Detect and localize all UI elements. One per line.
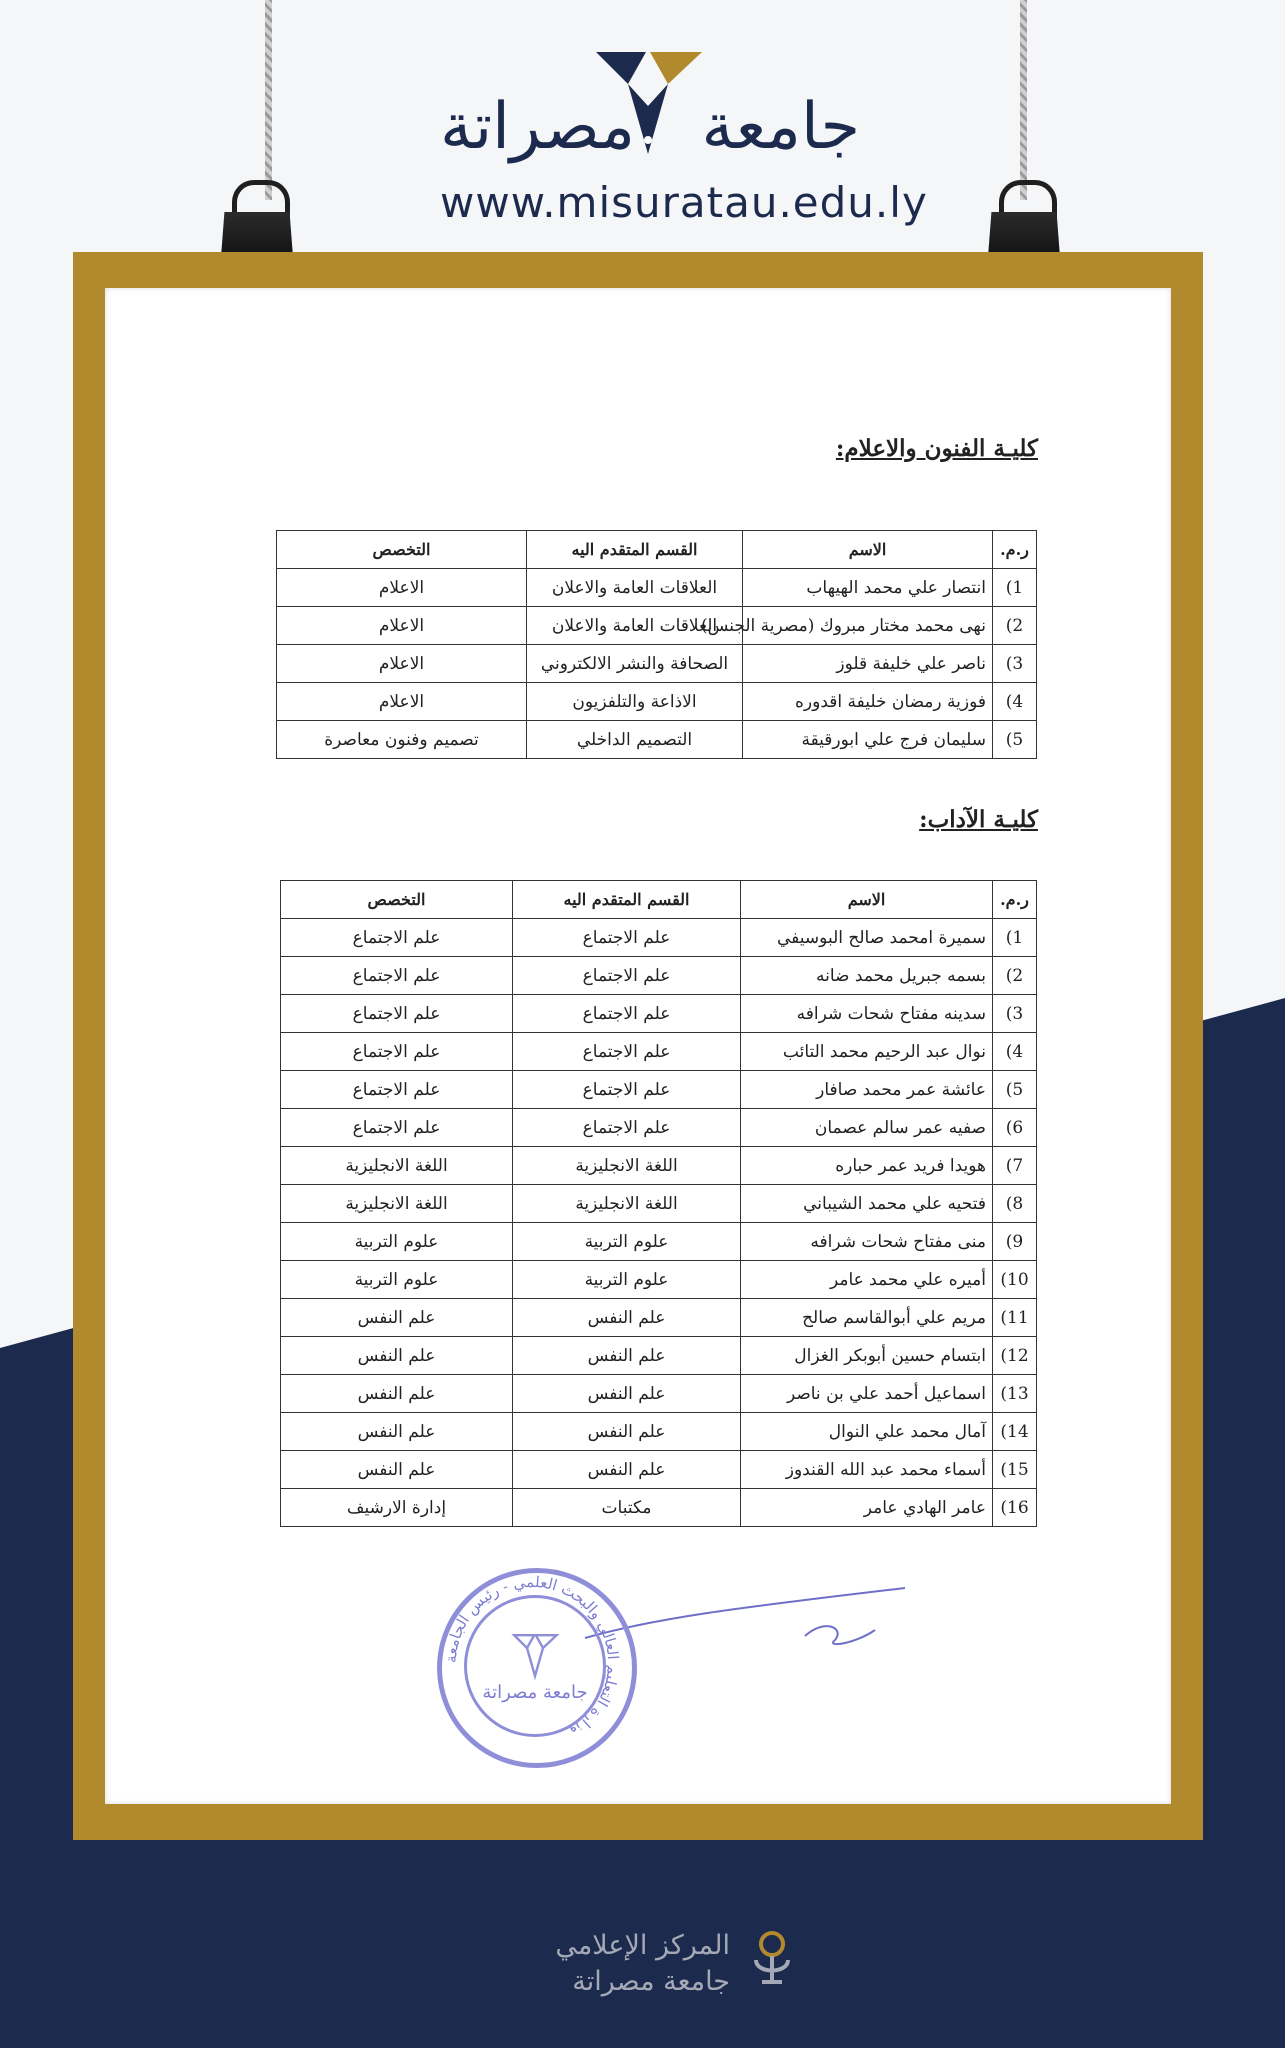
applicant-name: فوزية رمضان خليفة اقدوره [743,683,993,721]
applicant-name: سليمان فرج علي ابورقيقة [743,721,993,759]
applicant-name: هويدا فريد عمر حباره [741,1147,993,1185]
department: علم النفس [513,1299,741,1337]
row-number: 1) [993,569,1037,607]
row-number: 15) [993,1451,1037,1489]
specialization: علم الاجتماع [281,995,513,1033]
university-logo [440,40,928,230]
table-row [281,1299,1037,1337]
department: التصميم الداخلي [527,721,743,759]
department: علم الاجتماع [513,957,741,995]
hanging-rope-left [265,0,272,200]
applicant-name: أسماء محمد عبد الله القندوز [741,1451,993,1489]
row-number: 5) [993,721,1037,759]
table-row [281,1071,1037,1109]
table-row [281,1147,1037,1185]
table-header-row [281,881,1037,919]
applicant-name: ناصر علي خليفة قلوز [743,645,993,683]
table-row [281,919,1037,957]
applicant-name: منى مفتاح شحات شرافه [741,1223,993,1261]
row-number: 1) [993,919,1037,957]
hanging-rope-right [1020,0,1027,200]
table-row [281,1185,1037,1223]
specialization: علم النفس [281,1375,513,1413]
department: الاذاعة والتلفزيون [527,683,743,721]
specialization: علم الاجتماع [281,1109,513,1147]
applicant-name: نهى محمد مختار مبروك (مصرية الجنس) [743,607,993,645]
department: علم النفس [513,1413,741,1451]
section-title-arts-media: كليـة الفنون والاعلام: [835,435,1038,462]
table-row [281,1489,1037,1527]
header-number: ر.م. [993,531,1037,569]
row-number: 10) [993,1261,1037,1299]
department: اللغة الانجليزية [513,1147,741,1185]
applicant-name: نوال عبد الرحيم محمد التائب [741,1033,993,1071]
applicant-name: آمال محمد علي النوال [741,1413,993,1451]
stamp-inner-ring [464,1595,606,1737]
applicant-name: فتحيه علي محمد الشيباني [741,1185,993,1223]
table-row [281,1375,1037,1413]
applicant-name: مريم علي أبوالقاسم صالح [741,1299,993,1337]
specialization: الاعلام [277,607,527,645]
department: علم الاجتماع [513,1071,741,1109]
table-row [281,1223,1037,1261]
specialization: علم الاجتماع [281,919,513,957]
specialization: علم الاجتماع [281,1071,513,1109]
department: علم الاجتماع [513,919,741,957]
specialization: تصميم وفنون معاصرة [277,721,527,759]
specialization: الاعلام [277,645,527,683]
header-specialization: التخصص [281,881,513,919]
stamp-ring-text: وزارة التعليم العالي والبحث العلمي - رئيس الجامعة [442,1573,622,1742]
specialization: علم النفس [281,1413,513,1451]
row-number: 2) [993,607,1037,645]
table-row [277,721,1037,759]
department: علم النفس [513,1375,741,1413]
specialization: علم الاجتماع [281,1033,513,1071]
applicant-name: سدينه مفتاح شحات شرافه [741,995,993,1033]
row-number: 13) [993,1375,1037,1413]
table-header-row [277,531,1037,569]
footer-line1: المركز الإعلامي [555,1930,730,1961]
row-number: 4) [993,683,1037,721]
table-row [277,569,1037,607]
specialization: الاعلام [277,683,527,721]
applicant-name: أميره علي محمد عامر [741,1261,993,1299]
applicant-name: سميرة امحمد صالح البوسيفي [741,919,993,957]
logo-wordmark-left: مصراتة [440,90,635,164]
department: اللغة الانجليزية [513,1185,741,1223]
specialization: اللغة الانجليزية [281,1147,513,1185]
header-name: الاسم [743,531,993,569]
applicant-name: ابتسام حسين أبوبكر الغزال [741,1337,993,1375]
table-row [281,1413,1037,1451]
specialization: علم النفس [281,1299,513,1337]
stamp-inner-text: جامعة مصراتة [482,1682,588,1703]
applicant-name: عائشة عمر محمد صافار [741,1071,993,1109]
table-row [281,1451,1037,1489]
department: العلاقات العامة والاعلان [527,569,743,607]
table-row [281,995,1037,1033]
department: علوم التربية [513,1223,741,1261]
stamp-emblem-icon [511,1632,559,1680]
table-row [281,1337,1037,1375]
logo-wordmark-right: جامعة [701,90,860,164]
applicant-name: عامر الهادي عامر [741,1489,993,1527]
department: علم النفس [513,1337,741,1375]
row-number: 12) [993,1337,1037,1375]
header-department: القسم المتقدم اليه [527,531,743,569]
row-number: 4) [993,1033,1037,1071]
gold-frame [73,252,1203,1840]
department: الصحافة والنشر الالكتروني [527,645,743,683]
row-number: 16) [993,1489,1037,1527]
header-name: الاسم [741,881,993,919]
department: علوم التربية [513,1261,741,1299]
row-number: 8) [993,1185,1037,1223]
specialization: علم النفس [281,1337,513,1375]
document-page [105,288,1171,1804]
department: علم النفس [513,1451,741,1489]
table-row [277,607,1037,645]
department: علم الاجتماع [513,1033,741,1071]
microphone-pen-icon [748,1930,800,1990]
applicant-name: صفيه عمر سالم عصمان [741,1109,993,1147]
row-number: 3) [993,995,1037,1033]
applicant-name: بسمه جبريل محمد ضانه [741,957,993,995]
specialization: علوم التربية [281,1261,513,1299]
row-number: 6) [993,1109,1037,1147]
header-specialization: التخصص [277,531,527,569]
specialization: علوم التربية [281,1223,513,1261]
row-number: 2) [993,957,1037,995]
footer-line2: جامعة مصراتة [572,1966,730,1997]
table-row [277,683,1037,721]
department: علم الاجتماع [513,995,741,1033]
footer-media-center [520,1928,730,2000]
row-number: 7) [993,1147,1037,1185]
row-number: 11) [993,1299,1037,1337]
table-row [281,1109,1037,1147]
row-number: 9) [993,1223,1037,1261]
specialization: اللغة الانجليزية [281,1185,513,1223]
row-number: 14) [993,1413,1037,1451]
header-department: القسم المتقدم اليه [513,881,741,919]
department: العلاقات العامة والاعلان [527,607,743,645]
department: مكتبات [513,1489,741,1527]
specialization: علم الاجتماع [281,957,513,995]
specialization: الاعلام [277,569,527,607]
specialization: إدارة الارشيف [281,1489,513,1527]
table-row [281,1261,1037,1299]
header-number: ر.م. [993,881,1037,919]
website-url[interactable]: www.misuratau.edu.ly [440,178,928,227]
table-row [281,1033,1037,1071]
official-stamp [437,1568,637,1768]
specialization: علم النفس [281,1451,513,1489]
applicant-name: اسماعيل أحمد علي بن ناصر [741,1375,993,1413]
table-arts-media [276,530,1037,759]
row-number: 3) [993,645,1037,683]
table-arts [280,880,1037,1527]
department: علم الاجتماع [513,1109,741,1147]
row-number: 5) [993,1071,1037,1109]
section-title-arts: كليـة الآداب: [919,806,1038,833]
table-row [277,645,1037,683]
table-row [281,957,1037,995]
applicant-name: انتصار علي محمد الهيهاب [743,569,993,607]
